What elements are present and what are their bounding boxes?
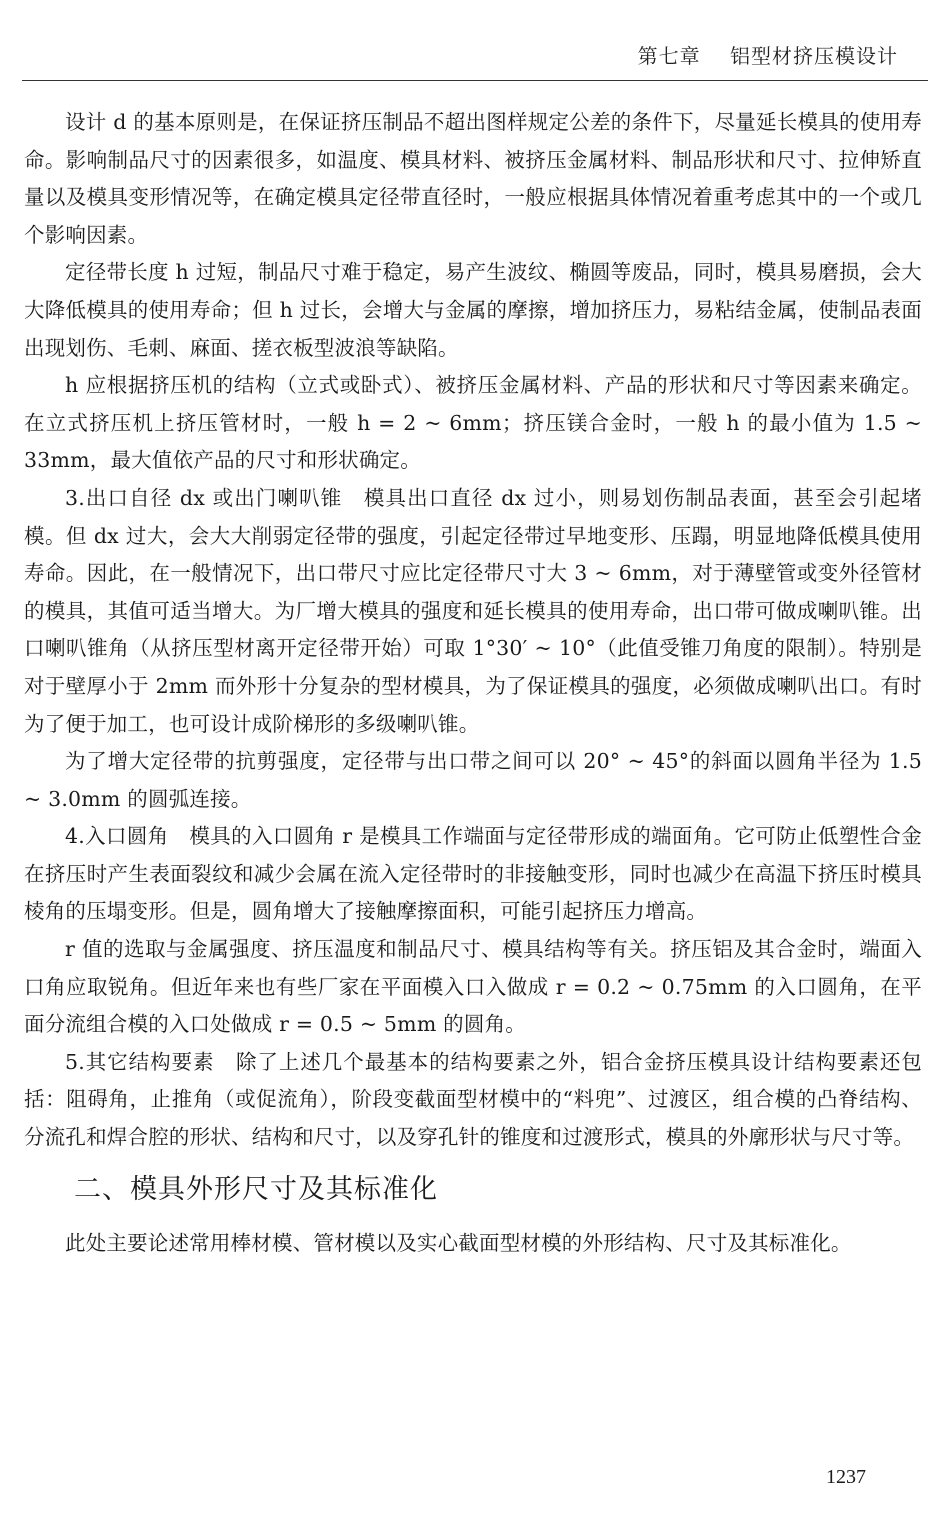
- paragraph: 定径带长度 h 过短，制品尺寸难于稳定，易产生波纹、椭圆等废品，同时，模具易磨损，会大大降低模具的使用寿命；但 h 过长，会增大与金属的摩擦，增加挤压力，易粘结金属，使制品表面出现划伤、毛刺、麻面、搓衣板型波浪等缺陷。: [24, 260, 922, 360]
- paragraph: 设计 d 的基本原则是，在保证挤压制品不超出图样规定公差的条件下，尽量延长模具的使用寿命。影响制品尺寸的因素很多，如温度、模具材料、被挤压金属材料、制品形状和尺寸、拉伸矫直量以及模具变形情况等，在确定模具定径带直径时，一般应根据具体情况着重考虑其中的一个或几个影响因素。: [24, 110, 922, 247]
- chapter-title: 铝型材挤压模设计: [730, 44, 898, 68]
- running-header: [638, 40, 898, 69]
- paragraph: 此处主要论述常用棒材模、管材模以及实心截面型材模的外形结构、尺寸及其标准化。: [65, 1230, 852, 1255]
- paragraph: 3.出口自径 dx 或出门喇叭锥 模具出口直径 dx 过小，则易划伤制品表面，甚至会引起堵模。但 dx 过大，会大大削弱定径带的强度，引起定径带过早地变形、压蹋，明显地降低模具使用寿命。因此，在一般情况下，出口带尺寸应比定径带尺寸大 3 ~ 6mm，对于薄壁管或变外径管材的模具，其值可适当增大。为厂增大模具的强度和延长模具的使用寿命，出口带可做成喇叭锥。出口喇叭锥角（从挤压型材离开定径带开始）可取 1°30′ ~ 10°（此值受锥刀角度的限制）。特别是对于壁厚小于 2mm 而外形十分复杂的型材模具，为了保证模具的强度，必须做成喇叭出口。有时为了便于加工，也可设计成阶梯形的多级喇叭锥。: [24, 485, 922, 736]
- paragraph: 5.其它结构要素 除了上述几个最基本的结构要素之外，铝合金挤压模具设计结构要素还包括：阻碍角，止推角（或促流角），阶段变截面型材模中的“料兜”、过渡区，组合模的凸脊结构、分流孔和焊合腔的形状、结构和尺寸，以及穿孔针的锥度和过渡形式，模具的外廓形状与尺寸等。: [24, 1049, 922, 1150]
- paragraph: h 应根据挤压机的结构（立式或卧式）、被挤压金属材料、产品的形状和尺寸等因素来确定。在立式挤压机上挤压管材时，一般 h = 2 ~ 6mm；挤压镁合金时，一般 h 的最小值为 1.5 ~ 33mm，最大值依产品的尺寸和形状确定。: [24, 373, 922, 473]
- chapter-label: 第七章: [637, 44, 701, 68]
- header-rule: [22, 80, 928, 81]
- paragraph: 为了增大定径带的抗剪强度，定径带与出口带之间可以 20° ~ 45°的斜面以圆角半径为 1.5 ~ 3.0mm 的圆弧连接。: [24, 749, 922, 811]
- paragraph: r 值的选取与金属强度、挤压温度和制品尺寸、模具结构等有关。挤压铝及其合金时，端面入口角应取锐角。但近年来也有些厂家在平面模入口入做成 r = 0.2 ~ 0.75mm 的入口圆角，在平面分流组合模的入口处做成 r = 0.5 ~ 5mm 的圆角。: [24, 937, 922, 1037]
- section-heading: 二、模具外形尺寸及其标准化: [74, 1173, 438, 1204]
- page-number: 1237: [826, 1466, 866, 1488]
- paragraph: 4.入口圆角 模具的入口圆角 r 是模具工作端面与定径带形成的端面角。它可防止低塑性合金在挤压时产生表面裂纹和减少会属在流入定径带时的非接触变形，同时也减少在高温下挤压时模具棱角的压塌变形。但是，圆角增大了接触摩擦面积，可能引起挤压力增高。: [24, 824, 922, 924]
- body-text: [24, 104, 922, 1262]
